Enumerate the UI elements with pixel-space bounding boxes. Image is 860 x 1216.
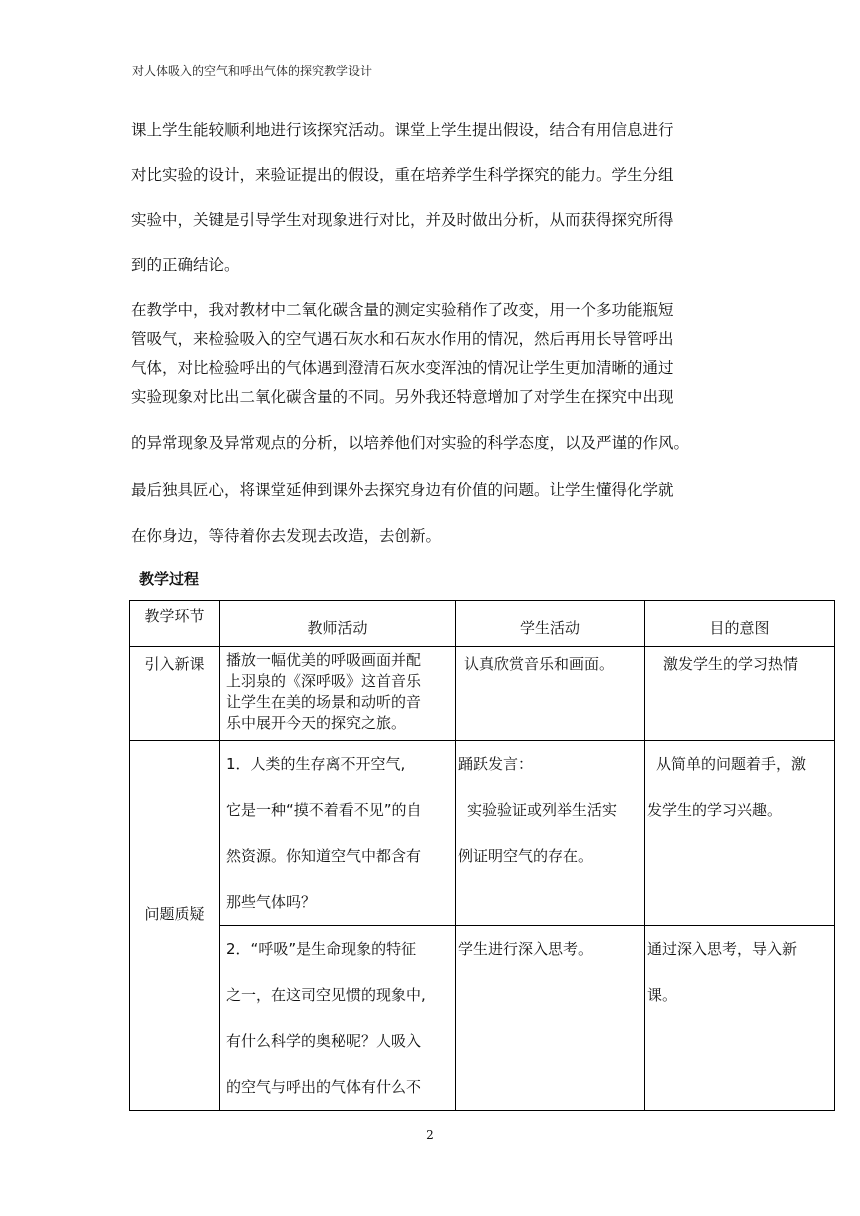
table-header-row xyxy=(130,601,835,647)
cell-line: 的空气与呼出的气体有什么不 xyxy=(226,1078,422,1096)
purpose-cell: 激发学生的学习热情 xyxy=(645,647,835,741)
cell-line: 发学生的学习兴趣。 xyxy=(647,801,783,819)
stage-cell xyxy=(130,741,220,1111)
header-student: 学生活动 xyxy=(456,601,645,647)
student-cell xyxy=(456,926,645,1111)
cell-line: 播放一幅优美的呼吸画面并配 xyxy=(226,651,422,669)
cell-line: 乐中展开今天的探究之旅。 xyxy=(226,714,407,732)
stage-label: 问题质疑 xyxy=(144,905,205,923)
cell-line: 2．“呼吸”是生命现象的特征 xyxy=(226,940,417,958)
cell-line: 学生进行深入思考。 xyxy=(458,940,594,958)
section-title: 教学过程 xyxy=(139,570,200,588)
paragraph-line: 管吸气，来检验吸入的空气遇石灰水和石灰水作用的情况，然后再用长导管呼出 xyxy=(131,330,674,348)
cell-line: 1．人类的生存离不开空气, xyxy=(226,755,406,773)
table-row xyxy=(130,741,835,926)
page-number: 2 xyxy=(426,1128,434,1142)
page-header: 对人体吸入的空气和呼出气体的探究教学设计 xyxy=(132,64,373,78)
cell-line: 踊跃发言： xyxy=(458,755,534,773)
teacher-cell xyxy=(220,647,456,741)
paragraph-line: 对比实验的设计，来验证提出的假设，重在培养学生科学探究的能力。学生分组 xyxy=(131,166,674,184)
paragraph-line: 在你身边，等待着你去发现去改造，去创新。 xyxy=(131,527,442,545)
cell-line: 实验验证或列举生活实 xyxy=(467,801,618,819)
cell-line: 上羽泉的《深呼吸》这首音乐 xyxy=(226,672,422,690)
stage-cell: 引入新课 xyxy=(130,647,220,741)
teaching-process-table xyxy=(129,600,835,1111)
header-teacher: 教师活动 xyxy=(220,601,456,647)
paragraph-line: 实验现象对比出二氧化碳含量的不同。另外我还特意增加了对学生在探究中出现 xyxy=(131,388,674,406)
cell-line: 课。 xyxy=(647,986,678,1004)
purpose-cell xyxy=(645,741,835,926)
student-cell: 认真欣赏音乐和画面。 xyxy=(456,647,645,741)
cell-line: 那些气体吗？ xyxy=(226,893,317,911)
header-stage: 教学环节 xyxy=(130,601,220,647)
teacher-cell xyxy=(220,741,456,926)
paragraph-line: 的异常现象及异常观点的分析，以培养他们对实验的科学态度，以及严谨的作风。 xyxy=(131,434,690,452)
table-row xyxy=(130,926,835,1111)
header-purpose: 目的意图 xyxy=(645,601,835,647)
paragraph-line: 实验中，关键是引导学生对现象进行对比，并及时做出分析，从而获得探究所得 xyxy=(131,211,674,229)
cell-line: 然资源。你知道空气中都含有 xyxy=(226,847,422,865)
paragraph-line: 最后独具匠心，将课堂延伸到课外去探究身边有价值的问题。让学生懂得化学就 xyxy=(131,481,674,499)
cell-line: 例证明空气的存在。 xyxy=(458,847,594,865)
table-row xyxy=(130,647,835,741)
cell-line: 通过深入思考，导入新 xyxy=(647,940,798,958)
paragraph-line: 到的正确结论。 xyxy=(131,256,240,274)
cell-line: 从简单的问题着手，激 xyxy=(656,755,807,773)
cell-line: 有什么科学的奥秘呢？人吸入 xyxy=(226,1032,422,1050)
cell-line: 之一，在这司空见惯的现象中, xyxy=(226,986,426,1004)
paragraph-line: 课上学生能较顺利地进行该探究活动。课堂上学生提出假设，结合有用信息进行 xyxy=(131,121,674,139)
paragraph-line: 气体，对比检验呼出的气体遇到澄清石灰水变浑浊的情况让学生更加清晰的通过 xyxy=(131,359,674,377)
cell-line: 它是一种“摸不着看不见”的自 xyxy=(226,801,422,819)
cell-line: 让学生在美的场景和动听的音 xyxy=(226,693,422,711)
purpose-cell xyxy=(645,926,835,1111)
paragraph-line: 在教学中，我对教材中二氧化碳含量的测定实验稍作了改变，用一个多功能瓶短 xyxy=(131,301,674,319)
student-cell xyxy=(456,741,645,926)
teacher-cell xyxy=(220,926,456,1111)
